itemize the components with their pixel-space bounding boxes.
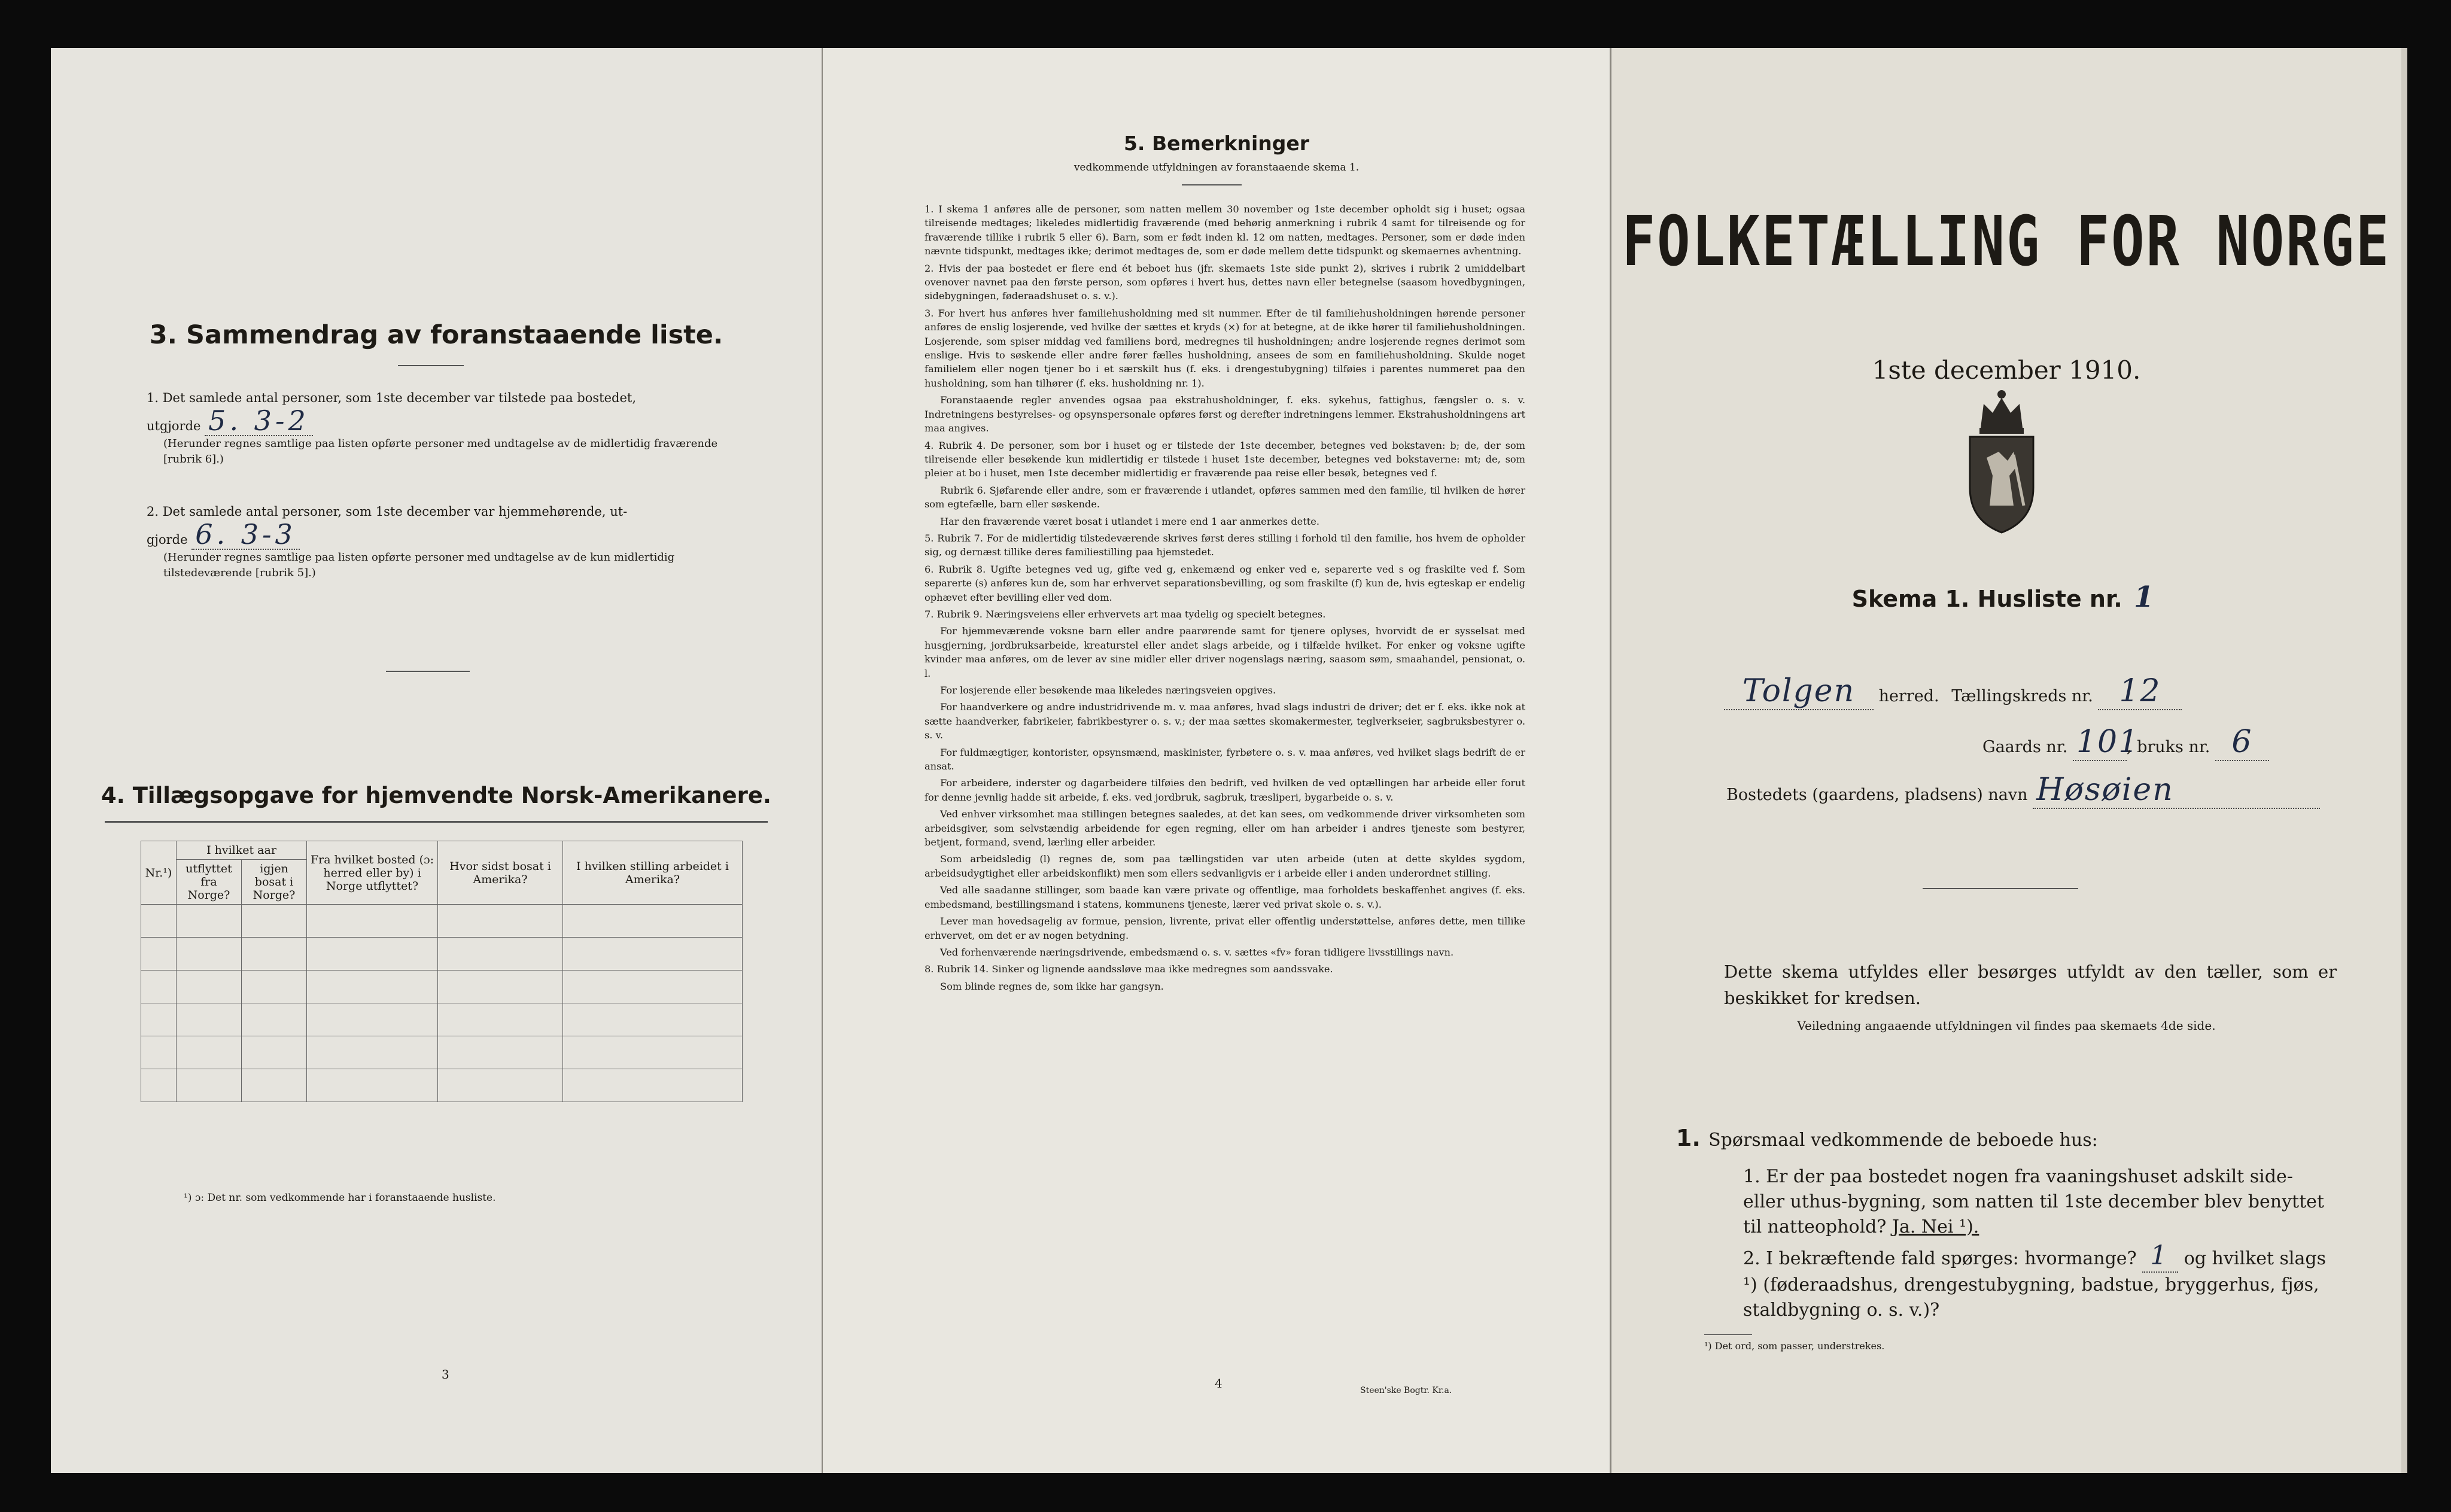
item-2-text: 2. Det samlede antal personer, som 1ste december var hjemmehørende, ut- [147, 504, 628, 519]
question-2-pre: 2. I bekræftende fald spørges: hvormange? [1743, 1248, 2137, 1269]
remark-paragraph: 3. For hvert hus anføres hver familiehusholdning med sit nummer. Efter de til familiehusholdningen hørende personer anføres de enslig losjerende, ved hvilke der sættes et kryds (×) for at betegne, at de ikke hører til familiehusholdningen. Losjerende, som spiser middag ved familiens bord, medregnes til husholdningen; andre losjerende regnes derimot som enslige. Hvis to søskende eller andre fører fælles husholdning, ansees de som en familiehusholdning. Skulde noget familielem eller nogen tjener bo i et særskilt hus (f. eks. i drengestubygning) tilføies i parentes nummeret paa den husholdning, som han tilhører (f. eks. husholdning nr. 1). [925, 307, 1525, 389]
printer-imprint: Steen'ske Bogtr. Kr.a. [1360, 1386, 1452, 1395]
question-number: 1. [1676, 1125, 1701, 1151]
remark-paragraph: 5. Rubrik 7. For de midlertidig tilstedeværende skrives først deres stilling i forhold til den familie, hos hvem de opholder sig, og dernæst tillike deres familiestilling paa hjemstedet. [925, 532, 1525, 558]
table-cell [141, 1003, 177, 1036]
herred-value: Tolgen [1742, 673, 1856, 709]
instruction-text: Dette skema utfyldes eller besørges utfyldt av den tæller, som er beskikket for kredsen. [1724, 962, 2337, 1008]
table-cell [438, 905, 563, 938]
bosted-label: Bostedets (gaardens, pladsens) navn [1726, 786, 2028, 804]
page-1-footnote: ¹) ɔ: Det nr. som vedkommende har i foranstaaende husliste. [184, 1192, 496, 1204]
remark-paragraph: Lever man hovedsagelig av formue, pension, livrente, privat eller offentlig understøttelse, anføres dette, men tillike erhvervet, om det er av nogen betydning. [925, 915, 1525, 941]
col-utflyttet: utflyttet fra Norge? [177, 860, 242, 905]
skema-line [1611, 580, 2401, 614]
col-nr: Nr.¹) [141, 841, 177, 905]
bosted-line [1726, 772, 2320, 809]
remark-paragraph: Foranstaaende regler anvendes ogsaa paa ekstrahusholdninger, f. eks. sykehus, fattighus, fængsler o. s. v. Indretningens bestyrelses- og opsynspersonale opføres først og derefter indretningens lemmer. Ekstrahusholdningens art maa angives. [925, 394, 1525, 434]
bruks-value: 6 [2231, 724, 2253, 760]
table-row [141, 971, 743, 1003]
divider [386, 671, 470, 672]
section-3-title: 3. Sammendrag av foranstaaende liste. [149, 320, 723, 350]
husliste-number: 1 [2133, 580, 2158, 614]
remark-paragraph: For arbeidere, inderster og dagarbeidere tilføies den bedrift, ved hvilken de ved optællingen har arbeide eller forut for denne jevnlig hadde sit arbeide, f. eks. ved jordbruk, sagbruk, træsliperi, bygarbeide o. s. v. [925, 777, 1525, 803]
question-2-post: og hvilket slags ¹) (føderaadshus, drengestubygning, badstue, bryggerhus, fjøs, staldbygning o. s. v.)? [1743, 1248, 2327, 1321]
table-cell [438, 1036, 563, 1069]
table-cell [141, 905, 177, 938]
remark-paragraph: Ved enhver virksomhet maa stillingen betegnes saaledes, at det kan sees, om vedkommende driver virksomheten som arbeidsgiver, som selvstændig arbeidende for egen regning, eller om han arbeider i andres tjeneste som bestyrer, betjent, formand, svend, lærling eller arbeider. [925, 808, 1525, 848]
question-1 [1743, 1164, 2330, 1240]
col-sidst-bosat: Hvor sidst bosat i Amerika? [438, 841, 563, 905]
question-2-count: 1 [2150, 1240, 2171, 1271]
table-cell [307, 1003, 438, 1036]
question-1-answer: Ja. Nei ¹). [1892, 1216, 1979, 1237]
skema-label: Skema 1. Husliste nr. [1851, 586, 2122, 612]
remark-paragraph: Som blinde regnes de, som ikke har gangsyn. [940, 980, 1164, 992]
col-fra-bosted: Fra hvilket bosted (ɔ: herred eller by) i Norge utflyttet? [307, 841, 438, 905]
table-cell [141, 1036, 177, 1069]
question-section [1676, 1125, 2098, 1151]
remark-paragraph: For hjemmeværende voksne barn eller andre paarørende samt for tjenere oplyses, hvorvidt de er sysselsat med husgjerning, jordbruksarbeide, kreaturstel eller andet slags arbeide, og i tilfælde hvilket. For enker og voksne ugifte kvinder maa anføres, om de lever av sine midler eller driver nogenslags næring, saasom søm, smaahandel, pensionat, o. l. [925, 625, 1525, 679]
kreds-value: 12 [2119, 673, 2161, 709]
item-1-note: (Herunder regnes samtlige paa listen opførte personer med undtagelse av de midlertidig fraværende [rubrik 6].) [163, 437, 718, 466]
remark-paragraph: 6. Rubrik 8. Ugifte betegnes ved ug, gifte ved g, enkemænd og enker ved e, separerte ved s og fraskilte ved f. Som separerte (s) anføres kun de, som har erhvervet separationsbevilling, og som fraskilte (f) kun de, hvis egteskap er endelig ophævet efter bevilling eller ved dom. [925, 563, 1525, 603]
col-bosat: igjen bosat i Norge? [242, 860, 307, 905]
section-4-title: 4. Tillægsopgave for hjemvendte Norsk-Amerikanere. [101, 783, 771, 808]
remarks-subtitle: vedkommende utfyldningen av foranstaaende skema 1. [1074, 162, 1360, 174]
table-cell [242, 905, 307, 938]
herred-label: herred. [1878, 687, 1939, 705]
col-group-year: I hvilket aar [177, 841, 307, 860]
remark-paragraph: Som arbeidsledig (l) regnes de, som paa tællingstiden var uten arbeide (uten at dette skyldes sygdom, arbeidsudygtighet eller arbeidskonflikt) men som ellers sedvanligvis er i arbeide eller i anden underordnet stilling. [925, 853, 1525, 879]
divider [105, 821, 768, 823]
table-cell [177, 905, 242, 938]
table-cell [307, 905, 438, 938]
guidance-note: Veiledning angaaende utfyldningen vil findes paa skemaets 4de side. [1797, 1018, 2216, 1033]
remark-paragraph: Ved forhenværende næringsdrivende, embedsmænd o. s. v. sættes «fv» foran tidligere livsstillings navn. [940, 946, 1454, 958]
remark-paragraph: For losjerende eller besøkende maa likeledes næringsveien opgives. [940, 684, 1276, 696]
table-cell [242, 1003, 307, 1036]
table-cell [177, 1036, 242, 1069]
table-row [141, 1069, 743, 1102]
table-cell [438, 938, 563, 971]
remarks-rules [925, 202, 1525, 996]
summary-item-2 [147, 503, 756, 581]
table-cell [563, 938, 743, 971]
table-cell [438, 1069, 563, 1102]
page-number: 3 [442, 1367, 449, 1382]
item-2-note: (Herunder regnes samtlige paa listen opførte personer med undtagelse av de kun midlertidig tilstedeværende [rubrik 5].) [163, 551, 675, 579]
gaards-label: Gaards nr. [1982, 738, 2068, 756]
item-2-prefix: gjorde [147, 533, 188, 547]
remark-paragraph: For fuldmægtiger, kontorister, opsynsmænd, maskinister, fyrbøtere o. s. v. maa anføres, ved hvilket slags bedrift de er ansat. [925, 746, 1525, 772]
table-row [141, 905, 743, 938]
table-cell [177, 1003, 242, 1036]
col-stilling: I hvilken stilling arbeidet i Amerika? [563, 841, 743, 905]
census-date: 1ste december 1910. [1872, 355, 2141, 385]
remarks-title: 5. Bemerkninger [1123, 132, 1310, 155]
item-2-handwritten: 6. 3-3 [195, 518, 296, 550]
table-cell [141, 971, 177, 1003]
gaards-value: 101 [2076, 724, 2140, 760]
norwegian-coat-of-arms-icon [1957, 386, 2046, 536]
remark-paragraph: 7. Rubrik 9. Næringsveiens eller erhvervets art maa tydelig og specielt betegnes. [925, 608, 1326, 620]
table-cell [242, 938, 307, 971]
table-row [141, 1036, 743, 1069]
divider [398, 365, 464, 366]
remark-paragraph: 2. Hvis der paa bostedet er flere end ét beboet hus (jfr. skemaets 1ste side punkt 2), skrives i rubrik 2 umiddelbart ovenover navnet paa den første person, som opføres i hvert hus, dettes navn eller betegnelse (saasom hovedbygningen, sidebygningen, føderaadshuset o. s. v.). [925, 262, 1525, 302]
remark-paragraph: For haandverkere og andre industridrivende m. v. maa anføres, hvad slags industri de driver; det er f. eks. ikke nok at sætte haandverker, fabrikeier, fabrikbestyrer o. s. v.; der maa sættes skomakermester, teglverkseier, sagbruksbestyrer o. s. v. [925, 701, 1525, 741]
table-cell [307, 938, 438, 971]
table-cell [242, 1036, 307, 1069]
table-cell [307, 1036, 438, 1069]
table-cell [141, 938, 177, 971]
item-1-handwritten: 5. 3-2 [208, 404, 309, 437]
table-cell [563, 905, 743, 938]
ornament-divider [1923, 888, 2078, 889]
question-1-text: 1. Er der paa bostedet nogen fra vaaningshuset adskilt side- eller uthus-bygning, som natten til 1ste december blev benyttet til natteophold? [1743, 1166, 2324, 1237]
gaards-line [1982, 724, 2269, 761]
table-cell [177, 938, 242, 971]
herred-line [1724, 673, 2182, 710]
divider [1704, 1334, 1752, 1335]
kreds-label: Tællingskreds nr. [1951, 687, 2093, 705]
table-cell [177, 1069, 242, 1102]
item-1-prefix: utgjorde [147, 419, 201, 433]
cover-footnote: ¹) Det ord, som passer, understrekes. [1704, 1340, 1885, 1352]
table-cell [438, 1003, 563, 1036]
table-cell [563, 1003, 743, 1036]
table-row [141, 1003, 743, 1036]
page-number: 4 [1215, 1376, 1223, 1391]
table-cell [307, 1069, 438, 1102]
page-3-summary [51, 48, 822, 1473]
page-4-remarks [823, 48, 1610, 1473]
table-cell [242, 971, 307, 1003]
item-1-text: 1. Det samlede antal personer, som 1ste december var tilstede paa bostedet, [147, 391, 637, 405]
table-cell [563, 1036, 743, 1069]
remark-paragraph: Rubrik 6. Sjøfarende eller andre, som er fraværende i utlandet, opføres sammen med den familie, til hvilken de hører som egtefælle, barn eller søskende. [925, 484, 1525, 510]
table-cell [438, 971, 563, 1003]
question-2 [1743, 1240, 2330, 1323]
remark-paragraph: 1. I skema 1 anføres alle de personer, som natten mellem 30 november og 1ste december opholdt sig i huset; ogsaa tilreisende medtages; likeledes midlertidig fraværende (med behørig anmerkning i rubrik 4 samt for tilreisende og for fraværende tillike i rubrik 5 eller 6). Barn, som er født inden kl. 12 om natten, medtages. Personer, som er døde inden nævnte tidspunkt, medtages ikke; derimot medtages de, som er døde mellem dette tidspunkt og skemaernes avhentning. [925, 203, 1525, 257]
bruks-label: , bruks nr. [2126, 738, 2210, 756]
table-cell [242, 1069, 307, 1102]
remark-paragraph: 4. Rubrik 4. De personer, som bor i huset og er tilstede der 1ste december, betegnes ved bokstaven: b; de, der som tilreisende eller besøkende kun midlertidig er tilstede i huset 1ste december, betegnes ved bokstaverne: mt; de, som pleier at bo i huset, men 1ste december midlertidig er fraværende paa reise eller besøk, betegnes ved f. [925, 439, 1525, 479]
table-cell [141, 1069, 177, 1102]
remark-paragraph: Ved alle saadanne stillinger, som baade kan være private og offentlige, maa forholdets beskaffenhet angives (f. eks. embedsmand, bestillingsmand i statens, kommunens tjeneste, lærer ved privat skole o. s. v.). [925, 884, 1525, 910]
norsk-amerikanere-table [141, 841, 743, 1102]
page-1-cover [1611, 48, 2407, 1473]
census-title: FOLKETÆLLING FOR NORGE [1622, 201, 2391, 282]
summary-item-1 [147, 389, 756, 467]
divider [1182, 184, 1242, 185]
remark-paragraph: Har den fraværende været bosat i utlandet i mere end 1 aar anmerkes dette. [940, 515, 1319, 527]
remark-paragraph: 8. Rubrik 14. Sinker og lignende aandssløve maa ikke medregnes som aandssvake. [925, 963, 1333, 975]
table-row [141, 938, 743, 971]
table-cell [563, 971, 743, 1003]
table-cell [177, 971, 242, 1003]
bosted-value: Høsøien [2036, 772, 2174, 808]
table-cell [563, 1069, 743, 1102]
table-cell [307, 971, 438, 1003]
question-heading: Spørsmaal vedkommende de beboede hus: [1708, 1130, 2098, 1151]
